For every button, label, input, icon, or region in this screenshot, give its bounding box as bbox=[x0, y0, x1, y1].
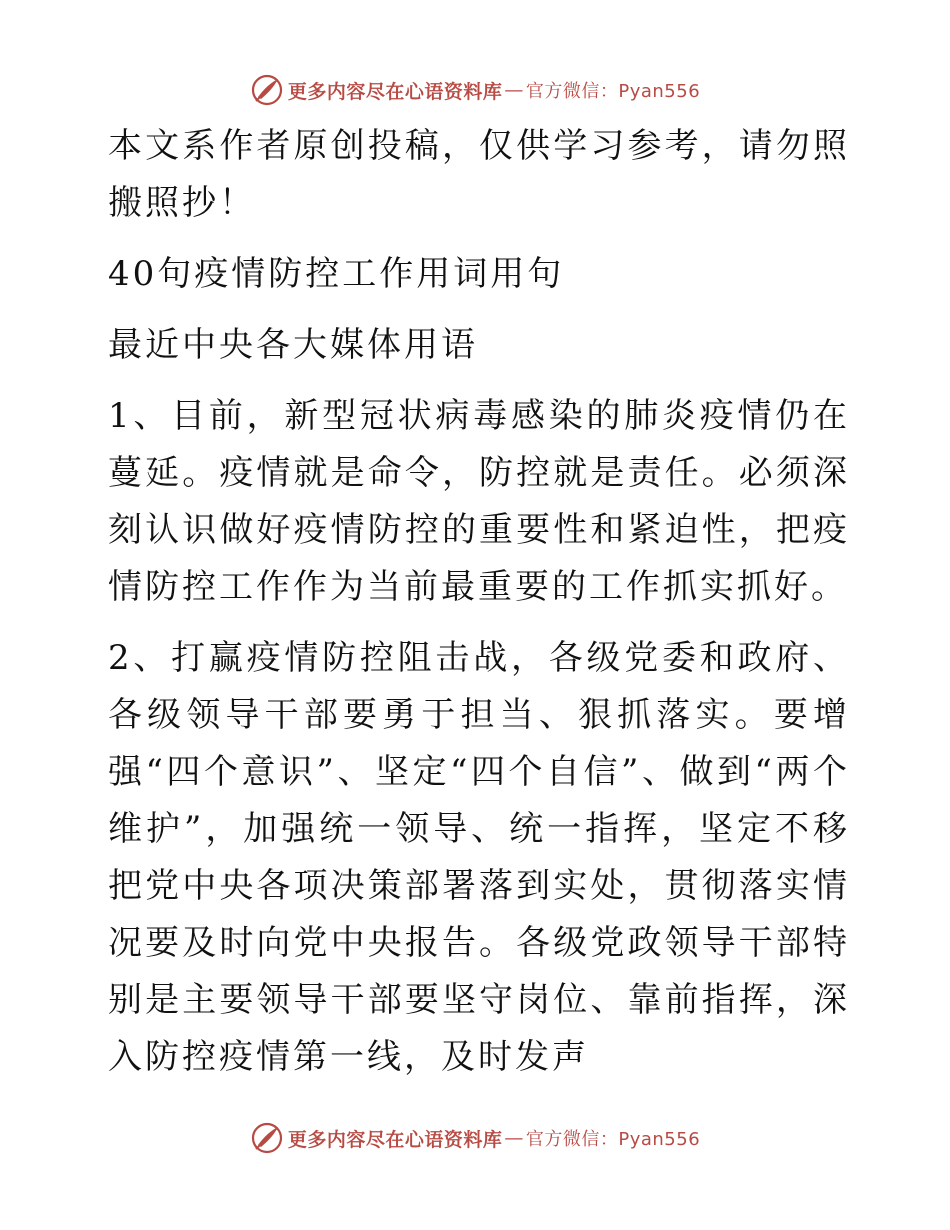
banner-separator: — bbox=[504, 79, 524, 101]
document-body bbox=[98, 118, 850, 1100]
footer-banner bbox=[0, 1118, 950, 1158]
document-title: 40句疫情防控工作用词用句 bbox=[108, 254, 565, 294]
header-banner bbox=[0, 70, 950, 110]
banner-brand-text: 更多内容尽在心语资料库 bbox=[287, 1128, 503, 1151]
feather-pen-logo-icon bbox=[250, 73, 284, 107]
banner-contact-text: 官方微信：Pyan556 bbox=[525, 1129, 701, 1150]
paragraph-2: 2、打赢疫情防控阻击战，各级党委和政府、各级领导干部要勇于担当、狠抓落实。要增强“四个意识”、坚定“四个自信”、做到“两个维护”，加强统一领导、统一指挥，坚定不移把党中央各项决策部署落到实处，贯彻落实情况要及时向党中央报告。各级党政领导干部特别是主要领导干部要坚守岗位、靠前指挥，深入防控疫情第一线，及时发声 bbox=[108, 638, 850, 1077]
copyright-notice: 本文系作者原创投稿，仅供学习参考，请勿照搬照抄！ bbox=[108, 126, 850, 223]
feather-pen-logo-icon bbox=[250, 1121, 284, 1155]
banner-brand-text: 更多内容尽在心语资料库 bbox=[287, 80, 503, 103]
banner-separator: — bbox=[504, 1127, 524, 1149]
paragraph-1: 1、目前，新型冠状病毒感染的肺炎疫情仍在蔓延。疫情就是命令，防控就是责任。必须深刻认识做好疫情防控的重要性和紧迫性，把疫情防控工作作为当前最重要的工作抓实抓好。 bbox=[108, 396, 850, 607]
banner-contact-text: 官方微信：Pyan556 bbox=[525, 81, 701, 102]
document-subtitle: 最近中央各大媒体用语 bbox=[108, 325, 478, 365]
